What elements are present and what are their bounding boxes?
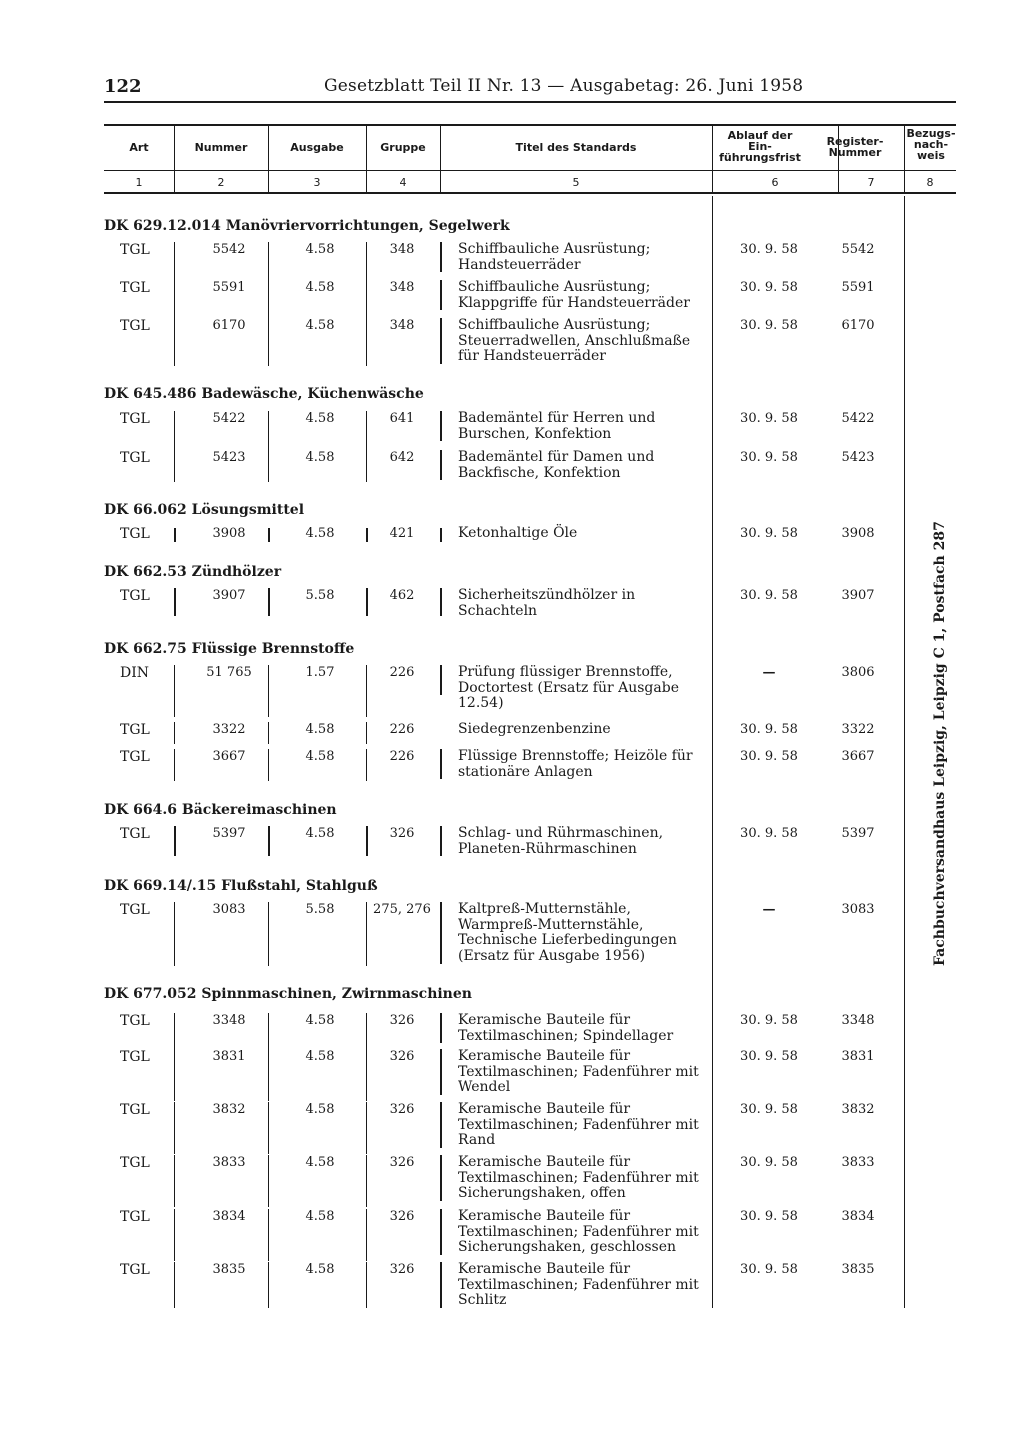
cell-art: TGL <box>120 318 150 334</box>
cell-nummer: 51 765 <box>206 665 252 680</box>
cell-gruppe: 326 <box>389 1049 415 1064</box>
cell-gruppe: 326 <box>389 1262 415 1277</box>
cell-nummer: 6170 <box>212 318 246 333</box>
cell-gruppe: 462 <box>389 588 415 603</box>
cell-ablauf: 30. 9. 58 <box>740 826 798 841</box>
cell-nummer: 3831 <box>212 1049 246 1064</box>
cell-register: 3835 <box>841 1262 875 1277</box>
cell-gruppe: 226 <box>389 749 415 764</box>
cell-gruppe: 326 <box>389 1209 415 1224</box>
cell-ablauf: 30. 9. 58 <box>740 749 798 764</box>
cell-ablauf: 30. 9. 58 <box>740 280 798 295</box>
table-header <box>104 124 956 194</box>
cell-ausgabe: 4.58 <box>305 1013 335 1028</box>
cell-nummer: 3322 <box>212 722 246 737</box>
cell-ablauf: 30. 9. 58 <box>740 526 798 541</box>
section-heading: DK 677.052 Spinnmaschinen, Zwirnmaschinen <box>104 986 472 1002</box>
cell-titel: Sicherheitszündhölzer in Schachteln <box>458 587 636 619</box>
cell-gruppe: 326 <box>389 1013 415 1028</box>
cell-ausgabe: 4.58 <box>305 318 335 333</box>
cell-gruppe: 275, 276 <box>373 902 431 917</box>
cell-titel: Siedegrenzenbenzine <box>458 721 611 737</box>
cell-titel: Bademäntel für Herren und Burschen, Konfektion <box>458 410 656 442</box>
cell-register: 3834 <box>841 1209 875 1224</box>
column-number: 7 <box>867 176 875 189</box>
cell-ausgabe: 4.58 <box>305 749 335 764</box>
cell-titel: Keramische Bauteile für Textilmaschinen; Fadenführer mit Sicherungshaken, geschlossen <box>458 1208 699 1255</box>
cell-register: 3083 <box>841 902 875 917</box>
cell-ablauf: 30. 9. 58 <box>740 242 798 257</box>
cell-ausgabe: 4.58 <box>305 526 335 541</box>
cell-ausgabe: 4.58 <box>305 1209 335 1224</box>
cell-art: DIN <box>120 665 150 681</box>
column-rule <box>712 196 713 1308</box>
cell-register: 3908 <box>841 526 875 541</box>
column-header: Register-Nummer <box>826 135 884 159</box>
section-heading: DK 629.12.014 Manövriervorrichtungen, Segelwerk <box>104 218 510 234</box>
cell-art: TGL <box>120 1102 150 1118</box>
cell-art: TGL <box>120 242 150 258</box>
cell-ablauf: 30. 9. 58 <box>740 1209 798 1224</box>
cell-nummer: 3667 <box>212 749 246 764</box>
cell-ablauf: 30. 9. 58 <box>740 1155 798 1170</box>
cell-art: TGL <box>120 722 150 738</box>
cell-nummer: 3083 <box>212 902 246 917</box>
cell-art: TGL <box>120 1155 150 1171</box>
column-number: 8 <box>926 176 934 189</box>
cell-nummer: 5542 <box>212 242 246 257</box>
section-heading: DK 66.062 Lösungsmittel <box>104 502 305 518</box>
cell-ausgabe: 4.58 <box>305 411 335 426</box>
cell-register: 3833 <box>841 1155 875 1170</box>
cell-titel: Keramische Bauteile für Textilmaschinen; Fadenführer mit Sicherungshaken, offen <box>458 1154 699 1201</box>
page-header <box>104 76 956 100</box>
cell-titel: Schlag- und Rührmaschinen, Planeten-Rührmaschinen <box>458 825 664 857</box>
cell-titel: Bademäntel für Damen und Backfische, Konfektion <box>458 449 655 481</box>
cell-art: TGL <box>120 588 150 604</box>
column-number: 4 <box>399 176 407 189</box>
cell-ausgabe: 4.58 <box>305 280 335 295</box>
cell-titel: Keramische Bauteile für Textilmaschinen; Spindellager <box>458 1012 674 1044</box>
cell-ausgabe: 4.58 <box>305 1102 335 1117</box>
cell-nummer: 3832 <box>212 1102 246 1117</box>
cell-register: 5397 <box>841 826 875 841</box>
cell-gruppe: 326 <box>389 1155 415 1170</box>
cell-ausgabe: 4.58 <box>305 1049 335 1064</box>
cell-gruppe: 348 <box>389 242 415 257</box>
section-heading: DK 664.6 Bäckereimaschinen <box>104 802 337 818</box>
cell-art: TGL <box>120 411 150 427</box>
cell-art: TGL <box>120 826 150 842</box>
cell-ablauf: 30. 9. 58 <box>740 450 798 465</box>
table-top-rule <box>104 124 956 126</box>
cell-ausgabe: 4.58 <box>305 826 335 841</box>
cell-titel: Keramische Bauteile für Textilmaschinen; Fadenführer mit Rand <box>458 1101 699 1148</box>
cell-register: 3667 <box>841 749 875 764</box>
cell-gruppe: 326 <box>389 1102 415 1117</box>
header-rule <box>104 101 956 103</box>
cell-ausgabe: 5.58 <box>305 902 335 917</box>
cell-gruppe: 421 <box>389 526 415 541</box>
section-heading: DK 662.75 Flüssige Brennstoffe <box>104 641 355 657</box>
cell-register: 3832 <box>841 1102 875 1117</box>
cell-ablauf: 30. 9. 58 <box>740 1049 798 1064</box>
cell-titel: Schiffbauliche Ausrüstung; Steuerradwellen, Anschlußmaße für Handsteuerräder <box>458 317 691 364</box>
cell-gruppe: 226 <box>389 722 415 737</box>
cell-art: TGL <box>120 280 150 296</box>
cell-register: 5542 <box>841 242 875 257</box>
cell-nummer: 3348 <box>212 1013 246 1028</box>
cell-art: TGL <box>120 902 150 918</box>
cell-nummer: 3835 <box>212 1262 246 1277</box>
column-header: Titel des Standards <box>515 141 637 154</box>
cell-titel: Keramische Bauteile für Textilmaschinen; Fadenführer mit Schlitz <box>458 1261 699 1308</box>
column-header: Bezugs-nach-weis <box>906 127 956 162</box>
cell-art: TGL <box>120 1013 150 1029</box>
cell-nummer: 5397 <box>212 826 246 841</box>
cell-ablauf: 30. 9. 58 <box>740 318 798 333</box>
cell-register: 6170 <box>841 318 875 333</box>
cell-register: 3831 <box>841 1049 875 1064</box>
cell-titel: Schiffbauliche Ausrüstung; Handsteuerräder <box>458 241 651 273</box>
section-heading: DK 645.486 Badewäsche, Küchenwäsche <box>104 386 424 402</box>
table-header-rule <box>104 170 956 171</box>
cell-gruppe: 326 <box>389 826 415 841</box>
cell-titel: Flüssige Brennstoffe; Heizöle für stationäre Anlagen <box>458 748 693 780</box>
column-number: 5 <box>572 176 580 189</box>
cell-nummer: 3834 <box>212 1209 246 1224</box>
cell-gruppe: 348 <box>389 318 415 333</box>
cell-art: TGL <box>120 450 150 466</box>
cell-art: TGL <box>120 1049 150 1065</box>
cell-register: 5422 <box>841 411 875 426</box>
cell-ablauf: — <box>762 902 776 917</box>
cell-ausgabe: 4.58 <box>305 450 335 465</box>
column-header: Art <box>129 141 149 154</box>
column-number: 3 <box>313 176 321 189</box>
column-header: Ausgabe <box>290 141 344 154</box>
column-header: Nummer <box>194 141 248 154</box>
cell-ablauf: 30. 9. 58 <box>740 588 798 603</box>
cell-register: 3907 <box>841 588 875 603</box>
cell-ausgabe: 4.58 <box>305 1262 335 1277</box>
cell-art: TGL <box>120 526 150 542</box>
cell-nummer: 3908 <box>212 526 246 541</box>
cell-register: 5591 <box>841 280 875 295</box>
cell-titel: Keramische Bauteile für Textilmaschinen; Fadenführer mit Wendel <box>458 1048 699 1095</box>
cell-ablauf: 30. 9. 58 <box>740 1013 798 1028</box>
cell-ausgabe: 4.58 <box>305 722 335 737</box>
cell-register: 5423 <box>841 450 875 465</box>
cell-art: TGL <box>120 1262 150 1278</box>
cell-gruppe: 348 <box>389 280 415 295</box>
cell-register: 3348 <box>841 1013 875 1028</box>
cell-titel: Kaltpreß-Mutternstähle, Warmpreß-Mutternstähle, Technische Lieferbedingungen (Ersatz für Ausgabe 1956) <box>458 901 677 964</box>
page-title: Gesetzblatt Teil II Nr. 13 — Ausgabetag: 26. Juni 1958 <box>324 76 804 96</box>
cell-titel: Ketonhaltige Öle <box>458 525 578 541</box>
section-heading: DK 662.53 Zündhölzer <box>104 564 282 580</box>
cell-nummer: 5422 <box>212 411 246 426</box>
cell-nummer: 5591 <box>212 280 246 295</box>
cell-ausgabe: 4.58 <box>305 1155 335 1170</box>
section-heading: DK 669.14/.15 Flußstahl, Stahlguß <box>104 878 378 894</box>
cell-gruppe: 226 <box>389 665 415 680</box>
cell-ablauf: — <box>762 665 776 680</box>
cell-register: 3806 <box>841 665 875 680</box>
column-number: 1 <box>135 176 143 189</box>
column-header: Ablauf der Ein-führungsfrist <box>719 129 801 164</box>
side-imprint: Fachbuchversandhaus Leipzig, Leipzig C 1, Postfach 287 <box>932 521 948 966</box>
cell-ausgabe: 1.57 <box>305 665 335 680</box>
column-number: 6 <box>771 176 779 189</box>
column-number: 2 <box>217 176 225 189</box>
cell-ablauf: 30. 9. 58 <box>740 1262 798 1277</box>
cell-titel: Prüfung flüssiger Brennstoffe, Doctortest (Ersatz für Ausgabe 12.54) <box>458 664 679 711</box>
cell-titel: Schiffbauliche Ausrüstung; Klappgriffe für Handsteuerräder <box>458 279 690 311</box>
cell-art: TGL <box>120 749 150 765</box>
cell-gruppe: 641 <box>389 411 415 426</box>
cell-register: 3322 <box>841 722 875 737</box>
column-header: Gruppe <box>380 141 426 154</box>
cell-nummer: 5423 <box>212 450 246 465</box>
cell-ablauf: 30. 9. 58 <box>740 1102 798 1117</box>
table-number-rule <box>104 192 956 194</box>
cell-ablauf: 30. 9. 58 <box>740 411 798 426</box>
page-number: 122 <box>104 76 142 97</box>
cell-nummer: 3907 <box>212 588 246 603</box>
cell-ausgabe: 4.58 <box>305 242 335 257</box>
cell-nummer: 3833 <box>212 1155 246 1170</box>
cell-ablauf: 30. 9. 58 <box>740 722 798 737</box>
cell-gruppe: 642 <box>389 450 415 465</box>
cell-ausgabe: 5.58 <box>305 588 335 603</box>
cell-art: TGL <box>120 1209 150 1225</box>
